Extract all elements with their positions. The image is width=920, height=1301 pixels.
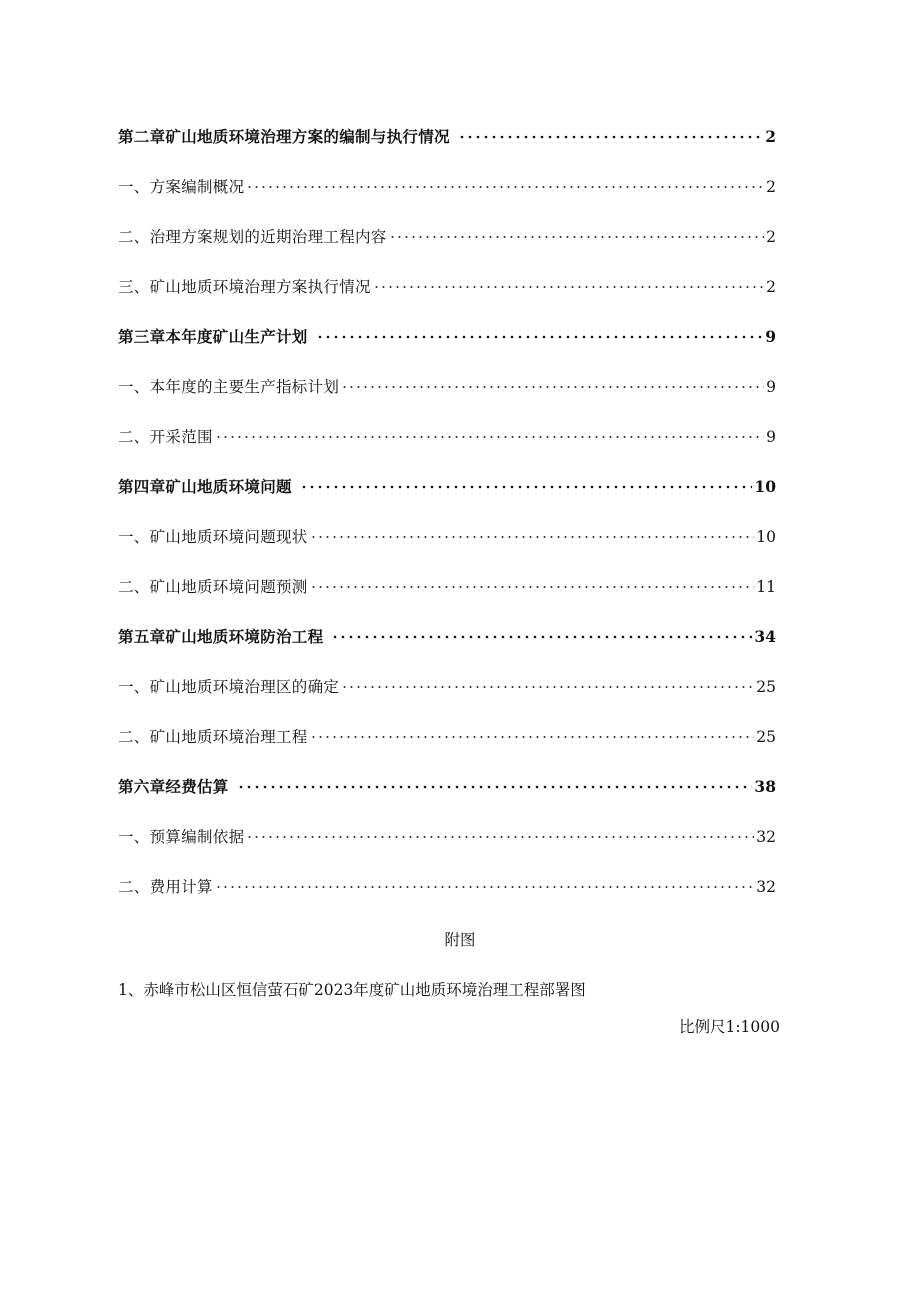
toc-entry-page: 34 <box>754 627 776 646</box>
toc-leader-dots <box>237 785 753 789</box>
toc-entry[interactable] <box>118 325 776 375</box>
toc-entry-page: 25 <box>756 678 776 696</box>
toc-entry-title: 第二章矿山地质环境治理方案的编制与执行情况 <box>118 127 450 146</box>
toc-entry-page: 25 <box>756 728 776 746</box>
toc-leader-dots <box>341 385 764 389</box>
toc-entry-page: 2 <box>766 278 776 296</box>
toc-entry-title: 二、矿山地质环境问题预测 <box>118 578 308 596</box>
toc-leader-dots <box>373 285 764 289</box>
toc-leader-dots <box>246 185 764 189</box>
toc-leader-dots <box>215 435 764 439</box>
toc-entry[interactable] <box>118 475 776 525</box>
toc-leader-dots <box>458 135 763 139</box>
toc-leader-dots <box>316 335 764 339</box>
toc-entry[interactable] <box>118 525 776 575</box>
toc-leader-dots <box>310 585 755 589</box>
toc-leader-dots <box>300 485 753 489</box>
toc-entry-page: 32 <box>756 878 776 896</box>
toc-entry[interactable] <box>118 275 776 325</box>
toc-entry[interactable] <box>118 825 776 875</box>
toc-entry-page: 11 <box>756 578 776 596</box>
toc-leader-dots <box>331 635 752 639</box>
toc-entry[interactable] <box>118 675 776 725</box>
toc-leader-dots <box>310 535 755 539</box>
toc-entry-title: 第三章本年度矿山生产计划 <box>118 327 308 346</box>
toc-entry-title: 二、矿山地质环境治理工程 <box>118 728 308 746</box>
toc-entry-title: 二、开采范围 <box>118 428 213 446</box>
toc-entry-title: 一、本年度的主要生产指标计划 <box>118 378 340 396</box>
toc-entry-page: 2 <box>765 127 776 146</box>
toc-entry-page: 32 <box>756 828 776 846</box>
toc-entry[interactable] <box>118 625 776 675</box>
scale-label: 比例尺1:1000 <box>678 1018 780 1036</box>
toc-entry-page: 2 <box>766 228 776 246</box>
toc-entry-title: 一、矿山地质环境治理区的确定 <box>118 678 340 696</box>
toc-leader-dots <box>246 835 754 839</box>
toc-entry[interactable] <box>118 725 776 775</box>
toc-entry-title: 三、矿山地质环境治理方案执行情况 <box>118 278 371 296</box>
toc-entry-page: 2 <box>766 178 776 196</box>
appendix-item[interactable]: 1、赤峰市松山区恒信萤石矿2023年度矿山地质环境治理工程部署图 <box>118 981 586 999</box>
toc-entry-title: 二、治理方案规划的近期治理工程内容 <box>118 228 387 246</box>
toc-entry[interactable] <box>118 425 776 475</box>
toc-leader-dots <box>215 885 754 889</box>
toc-entry-title: 二、费用计算 <box>118 878 213 896</box>
toc-entry[interactable] <box>118 775 776 825</box>
toc-entry-page: 10 <box>754 477 776 496</box>
toc-entry-page: 9 <box>766 428 776 446</box>
toc-entry-page: 9 <box>765 327 776 346</box>
toc-entry-title: 第四章矿山地质环境问题 <box>118 477 292 496</box>
toc-entry[interactable] <box>118 125 776 175</box>
toc-entry-page: 9 <box>766 378 776 396</box>
toc-entry[interactable] <box>118 375 776 425</box>
toc-entry-title: 一、预算编制依据 <box>118 828 245 846</box>
toc-entry[interactable] <box>118 575 776 625</box>
toc-leader-dots <box>389 235 765 239</box>
toc-entry-title: 第五章矿山地质环境防治工程 <box>118 627 324 646</box>
toc-leader-dots <box>341 685 754 689</box>
toc-leader-dots <box>310 735 755 739</box>
appendix-heading: 附图 <box>444 931 476 949</box>
toc-entry[interactable] <box>118 225 776 275</box>
toc-entry-page: 38 <box>754 777 776 796</box>
table-of-contents <box>118 125 776 925</box>
toc-entry[interactable] <box>118 875 776 925</box>
toc-entry-title: 一、矿山地质环境问题现状 <box>118 528 308 546</box>
toc-entry[interactable] <box>118 175 776 225</box>
toc-entry-title: 第六章经费估算 <box>118 777 229 796</box>
toc-entry-title: 一、方案编制概况 <box>118 178 245 196</box>
toc-entry-page: 10 <box>756 528 776 546</box>
